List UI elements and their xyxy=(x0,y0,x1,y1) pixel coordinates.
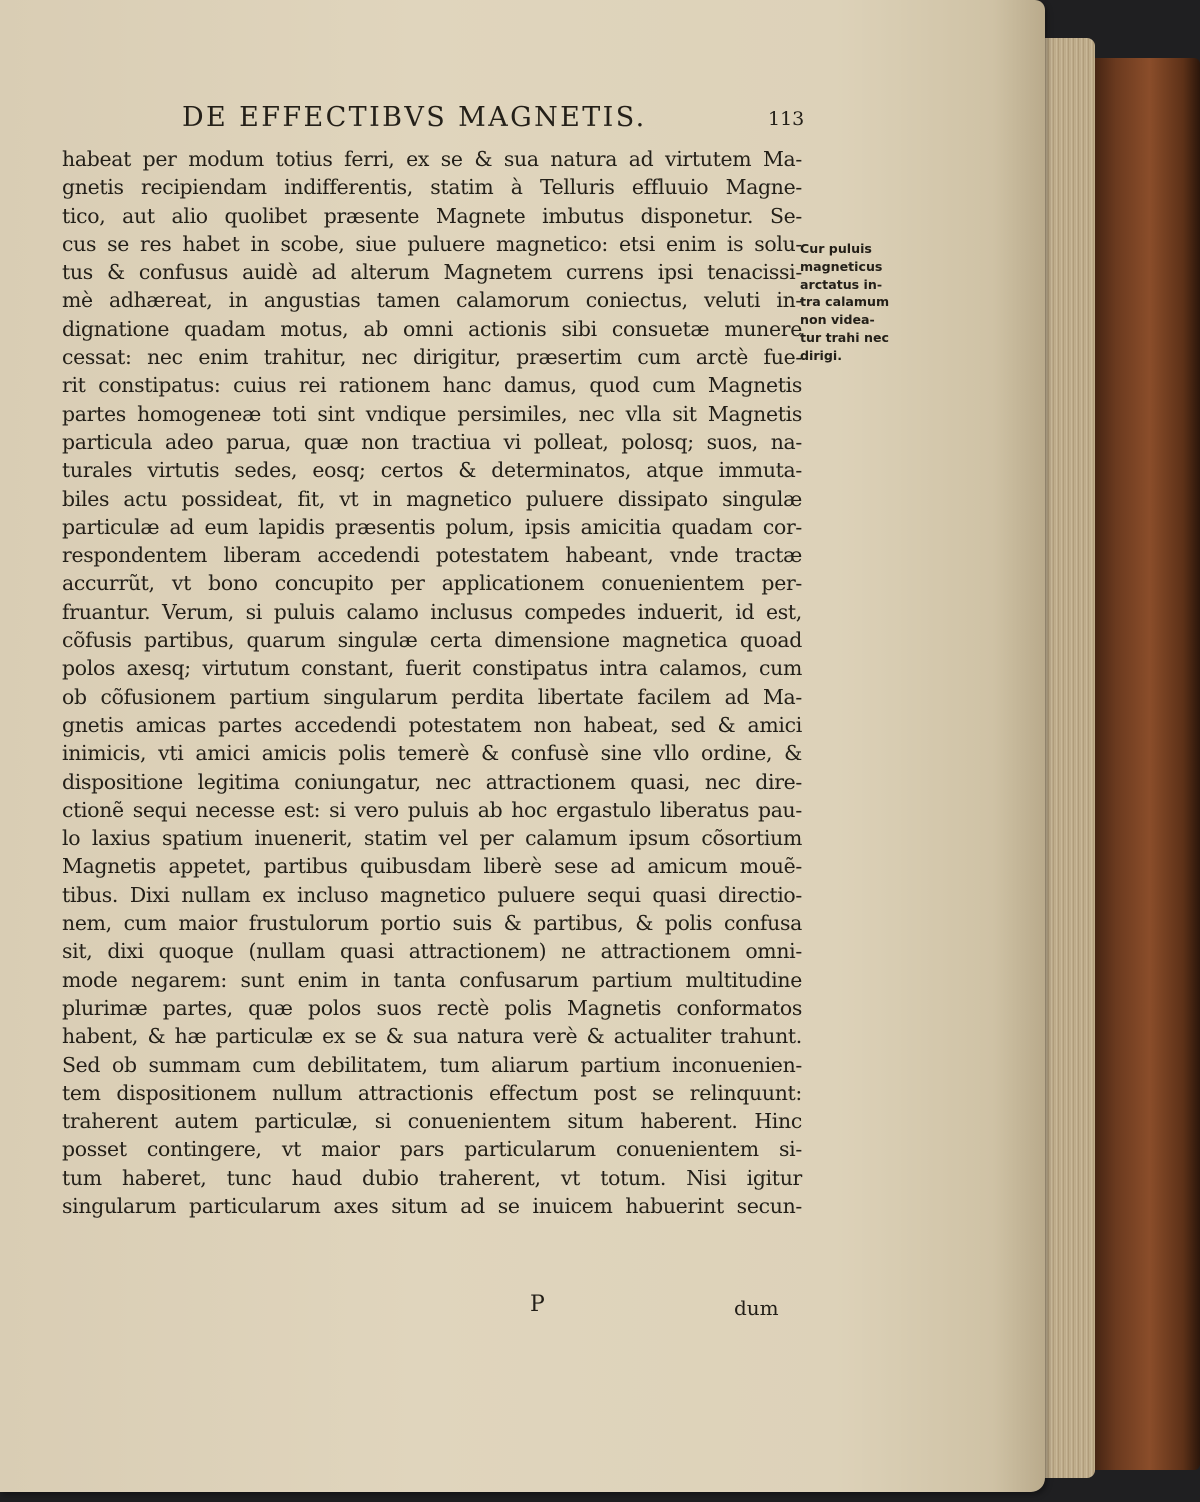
text-line: particula adeo parua, quæ non tractiua vi polleat, polosq; suos, na- xyxy=(62,429,802,454)
catchword: dum xyxy=(734,1296,779,1320)
text-line: tus & confusus auidè ad alterum Magnetem currens ipsi tenacissi- xyxy=(62,260,802,285)
text-line: particulæ ad eum lapidis præsentis polum, ipsis amicitia quadam cor- xyxy=(62,514,802,539)
text-line: mè adhæreat, in angustias tamen calamorum coniectus, veluti in- xyxy=(62,288,802,313)
page-header xyxy=(182,102,805,142)
text-line: accurrũt, vt bono concupito per applicationem conuenientem per- xyxy=(62,571,802,596)
text-line: cõfusis partibus, quarum singulæ certa dimensione magnetica quoad xyxy=(62,628,802,653)
text-line: fruantur. Verum, si puluis calamo inclusus compedes induerit, id est, xyxy=(62,599,802,624)
body-text xyxy=(62,145,802,1220)
text-line: tum haberet, tunc haud dubio traherent, vt totum. Nisi igitur xyxy=(62,1165,802,1190)
book-cover-edge xyxy=(1088,58,1200,1470)
marginal-line: non videa- xyxy=(800,312,875,328)
marginal-note xyxy=(800,240,920,365)
text-line: tibus. Dixi nullam ex incluso magnetico puluere sequi quasi directio- xyxy=(62,882,802,907)
text-line: mode negarem: sunt enim in tanta confusarum partium multitudine xyxy=(62,967,802,992)
text-line: Sed ob summam cum debilitatem, tum aliarum partium inconuenien- xyxy=(62,1052,802,1077)
text-line: cus se res habet in scobe, siue puluere magnetico: etsi enim is solu- xyxy=(62,231,802,256)
marginal-line: Cur puluis xyxy=(800,241,872,256)
text-line: singularum particularum axes situm ad se inuicem habuerint secun- xyxy=(62,1193,802,1218)
text-line: habeat per modum totius ferri, ex se & sua natura ad virtutem Ma- xyxy=(62,147,802,171)
text-line: tem dispositionem nullum attractionis effectum post se relinquunt: xyxy=(62,1080,802,1105)
text-line: respondentem liberam accedendi potestatem habeant, vnde tractæ xyxy=(62,543,802,568)
marginal-line: tur trahi nec xyxy=(800,329,889,345)
text-line: lo laxius spatium inuenerit, statim vel per calamum ipsum cõsortium xyxy=(62,826,802,851)
text-line: Magnetis appetet, partibus quibusdam liberè sese ad amicum mouẽ- xyxy=(62,854,802,879)
running-title: DE EFFECTIBVS MAGNETIS. xyxy=(182,102,647,133)
text-line: gnetis recipiendam indifferentis, statim à Telluris effluuio Magne- xyxy=(62,175,802,200)
text-line: posset contingere, vt maior pars particularum conuenientem si- xyxy=(62,1137,802,1162)
marginal-line: dirigi. xyxy=(800,347,842,363)
text-line: gnetis amicas partes accedendi potestatem non habeat, sed & amici xyxy=(62,712,802,737)
text-line: dispositione legitima coniungatur, nec attractionem quasi, nec dire- xyxy=(62,769,802,794)
signature-mark: P xyxy=(530,1292,545,1317)
page-number: 113 xyxy=(768,108,805,130)
text-line: partes homogeneæ toti sint vndique persimiles, nec vlla sit Magnetis xyxy=(62,401,802,426)
text-line: ctionẽ sequi necesse est: si vero puluis ab hoc ergastulo liberatus pau- xyxy=(62,797,802,822)
text-line: ob cõfusionem partium singularum perdita libertate facilem ad Ma- xyxy=(62,684,802,709)
text-line: cessat: nec enim trahitur, nec dirigitur, præsertim cum arctè fue- xyxy=(62,345,802,370)
text-line: polos axesq; virtutum constant, fuerit constipatus intra calamos, cum xyxy=(62,656,802,681)
text-line: rit constipatus: cuius rei rationem hanc damus, quod cum Magnetis xyxy=(62,373,802,398)
text-line: habent, & hæ particulæ ex se & sua natura verè & actualiter trahunt. xyxy=(62,1024,802,1049)
text-line: turales virtutis sedes, eosq; certos & determinatos, atque immuta- xyxy=(62,458,802,483)
marginal-line: arctatus in- xyxy=(800,276,883,292)
text-line: biles actu possideat, fit, vt in magnetico puluere dissipato singulæ xyxy=(62,486,802,511)
text-line: plurimæ partes, quæ polos suos rectè polis Magnetis conformatos xyxy=(62,995,802,1020)
text-line: inimicis, vti amici amicis polis temerè & confusè sine vllo ordine, & xyxy=(62,741,802,766)
marginal-line: tra calamum xyxy=(800,294,890,310)
page-footer xyxy=(62,1292,802,1326)
text-line: dignatione quadam motus, ab omni actionis sibi consuetæ munere xyxy=(62,316,802,341)
text-line: tico, aut alio quolibet præsente Magnete imbutus disponetur. Se- xyxy=(62,203,802,228)
text-line: traherent autem particulæ, si conuenientem situm haberent. Hinc xyxy=(62,1109,802,1134)
text-line: sit, dixi quoque (nullam quasi attractionem) ne attractionem omni- xyxy=(62,939,802,964)
text-line: nem, cum maior frustulorum portio suis & partibus, & polis confusa xyxy=(62,911,802,936)
marginal-line: magneticus xyxy=(800,258,883,274)
